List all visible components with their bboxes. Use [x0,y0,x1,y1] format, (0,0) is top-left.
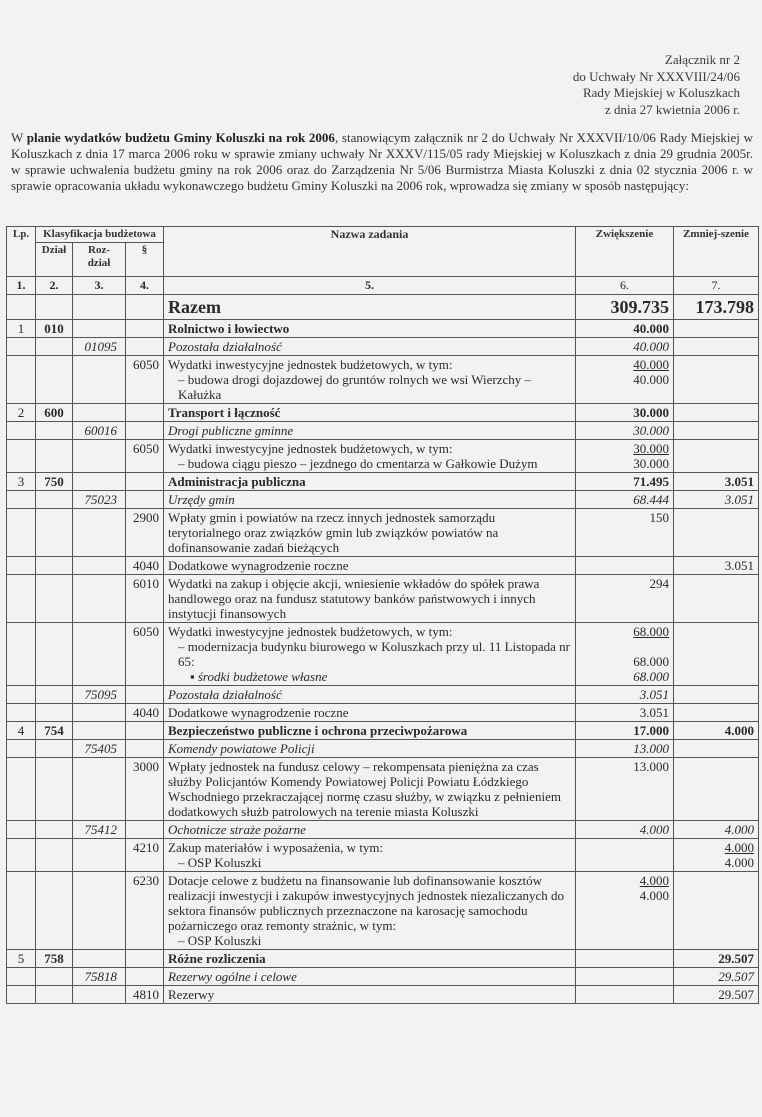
dzial-cell [36,557,73,575]
lp-cell: 4 [7,722,36,740]
task-name: Drogi publiczne gminne [168,423,294,438]
table-row-paragraf [7,704,759,722]
increase-cell-value: 40.000 [633,372,669,387]
header-rozdzial: Roz-dział [73,243,126,277]
rozdzial-cell [73,575,126,623]
paragraf-cell [126,338,164,356]
decrease-cell-value: 3.051 [724,492,754,507]
dzial-cell [36,356,73,404]
increase-cell-value: 4.000 [639,822,669,837]
lp-cell [7,968,36,986]
intro-paragraph [11,130,753,194]
lp-cell [7,557,36,575]
increase-cell-value: 294 [649,576,669,591]
task-name-cell [164,872,576,950]
increase-cell [576,704,674,722]
task-name-cell [164,722,576,740]
decrease-cell [674,740,759,758]
paragraf-cell: 6050 [126,623,164,686]
attachment-line: Załącznik nr 2 [664,52,740,67]
decrease-cell [674,473,759,491]
dzial-cell: 754 [36,722,73,740]
increase-cell [576,986,674,1004]
task-name-cell [164,440,576,473]
decrease-cell [674,950,759,968]
increase-cell [576,320,674,338]
paragraf-cell: 6050 [126,440,164,473]
table-row-dzial [7,473,759,491]
increase-cell [576,722,674,740]
task-name-cell [164,575,576,623]
dzial-cell [36,872,73,950]
paragraf-cell [126,722,164,740]
rozdzial-cell [73,557,126,575]
task-name: Dodatkowe wynagrodzenie roczne [168,705,349,720]
decrease-cell-value: 29.507 [718,969,754,984]
increase-cell-value: 3.051 [639,705,669,720]
decrease-cell [674,320,759,338]
task-name-cell [164,491,576,509]
task-subitem: – OSP Koluszki [178,933,262,948]
intro-text: , stanowiącym załącznik nr 2 do Uchwały Nr XXXVII/10/06 Rady Miejskiej w Koluszkach z dnia 17 marca 2006 roku w sprawie zmiany uchwały Nr XXXV/115/05 rady Miejskiej w Koluszkach z dnia 29 grudnia 2005r. w sprawie uchwalenia budżetu gminy na rok 2006 oraz do Zarządzenia Nr 5/06 Burmistrza Miasta Koluszki z dnia 02 stycznia 2006 r. w sprawie opracowania układu wykonawczego budżetu Gminy Koluszki na 2006 rok, wprowadza się zmiany w sposób następujący: [11,130,753,193]
increase-cell [576,839,674,872]
increase-cell [576,686,674,704]
decrease-cell [674,758,759,821]
task-name-cell [164,320,576,338]
task-name-cell [164,758,576,821]
decrease-cell [674,839,759,872]
task-subitem: – budowa drogi dojazdowej do gruntów rolnych we wsi Wierzchy – Kałużka [178,372,532,402]
table-row-dzial [7,404,759,422]
lp-cell [7,839,36,872]
task-name: Wydatki inwestycyjne jednostek budżetowych, w tym: [168,441,453,456]
dzial-cell: 600 [36,404,73,422]
intro-lead: W [11,130,27,145]
decrease-cell [674,623,759,686]
paragraf-cell [126,404,164,422]
increase-cell-value: 40.000 [633,339,669,354]
task-name: Wydatki inwestycyjne jednostek budżetowych, w tym: [168,624,453,639]
task-name: Urzędy gmin [168,492,235,507]
increase-cell [576,404,674,422]
paragraf-cell: 4040 [126,704,164,722]
decrease-cell [674,686,759,704]
decrease-cell [674,821,759,839]
increase-cell-value: 30.000 [633,441,669,456]
decrease-cell [674,356,759,404]
increase-cell [576,491,674,509]
column-number: 2. [36,277,73,295]
dzial-cell [36,704,73,722]
paragraf-cell [126,491,164,509]
decrease-cell [674,440,759,473]
decrease-cell-value: 4.000 [724,723,754,738]
paragraf-cell: 3000 [126,758,164,821]
rozdzial-cell [73,473,126,491]
task-subitem: – modernizacja budynku biurowego w Koluszkach przy ul. 11 Listopada nr 65: [178,639,570,669]
table-row-dzial [7,950,759,968]
header-nazwa: Nazwa zadania [164,227,576,277]
paragraf-cell: 4810 [126,986,164,1004]
task-name: Pozostała działalność [168,339,282,354]
increase-cell [576,509,674,557]
rozdzial-cell [73,839,126,872]
task-name-cell [164,623,576,686]
rozdzial-cell [73,356,126,404]
column-number: 5. [164,277,576,295]
increase-cell-value: 68.444 [633,492,669,507]
column-number: 6. [576,277,674,295]
task-name-cell [164,338,576,356]
task-subitem: – OSP Koluszki [178,855,262,870]
rozdzial-cell [73,404,126,422]
task-name: Pozostała działalność [168,687,282,702]
paragraf-cell [126,950,164,968]
decrease-cell [674,872,759,950]
increase-cell-value: 17.000 [633,723,669,738]
increase-cell [576,338,674,356]
task-name: Rezerwy [168,987,215,1002]
increase-cell-value: 3.051 [639,687,669,702]
dzial-cell [36,968,73,986]
table-row-paragraf [7,872,759,950]
total-row [7,295,759,320]
header-dzial: Dział [36,243,73,277]
table-row-dzial [7,722,759,740]
dzial-cell [36,740,73,758]
task-name-cell [164,950,576,968]
increase-cell [576,968,674,986]
decrease-cell-value: 4.000 [724,855,754,870]
dzial-cell [36,509,73,557]
task-name: Komendy powiatowe Policji [168,741,315,756]
task-name-cell [164,704,576,722]
decrease-cell [674,509,759,557]
rozdzial-cell [73,440,126,473]
task-name: Dodatkowe wynagrodzenie roczne [168,558,349,573]
increase-cell-value: 150 [649,510,669,525]
task-name: Rolnictwo i łowiectwo [168,321,290,336]
paragraf-cell [126,473,164,491]
header-paragraf: § [126,243,164,277]
lp-cell [7,356,36,404]
table-row-paragraf [7,986,759,1004]
dzial-cell [36,422,73,440]
task-name-cell [164,740,576,758]
task-bullet: ▪ środki budżetowe własne [190,669,328,684]
dzial-cell [36,686,73,704]
increase-cell-value: 71.495 [633,474,669,489]
lp-cell [7,575,36,623]
lp-cell [7,821,36,839]
increase-cell [576,473,674,491]
table-row-dzial [7,320,759,338]
increase-cell [576,623,674,686]
table-row-paragraf [7,623,759,686]
decrease-cell [674,704,759,722]
paragraf-cell: 6010 [126,575,164,623]
column-number: 1. [7,277,36,295]
lp-cell [7,491,36,509]
table-row-paragraf [7,509,759,557]
rozdzial-cell: 01095 [73,338,126,356]
paragraf-cell [126,968,164,986]
lp-cell [7,872,36,950]
table-row-paragraf [7,839,759,872]
increase-cell [576,440,674,473]
increase-cell-value: 40.000 [633,357,669,372]
lp-cell [7,758,36,821]
increase-cell [576,740,674,758]
rozdzial-cell [73,872,126,950]
dzial-cell [36,338,73,356]
table-row-rozdzial [7,491,759,509]
rozdzial-cell: 75405 [73,740,126,758]
increase-cell-value: 40.000 [633,321,669,336]
lp-cell [7,422,36,440]
paragraf-cell: 4040 [126,557,164,575]
task-name-cell [164,968,576,986]
task-name: Wydatki inwestycyjne jednostek budżetowych, w tym: [168,357,453,372]
table-row-rozdzial [7,968,759,986]
table-row-paragraf [7,557,759,575]
table-row-paragraf [7,440,759,473]
decrease-cell [674,575,759,623]
lp-cell [7,623,36,686]
table-row-rozdzial [7,338,759,356]
rozdzial-cell: 60016 [73,422,126,440]
rozdzial-cell: 75412 [73,821,126,839]
increase-cell [576,575,674,623]
table-row-paragraf [7,758,759,821]
increase-cell-value: 4.000 [639,888,669,903]
rozdzial-cell [73,623,126,686]
table-row-rozdzial [7,740,759,758]
task-name-cell [164,821,576,839]
rozdzial-cell [73,509,126,557]
lp-cell: 5 [7,950,36,968]
decrease-cell-value: 4.000 [724,822,754,837]
task-name: Wpłaty gmin i powiatów na rzecz innych jednostek samorządu terytorialnego oraz związków gmin lub związków powiatów na dofinansowanie zadań bieżących [168,510,499,555]
dzial-cell: 758 [36,950,73,968]
lp-cell [7,986,36,1004]
task-name-cell [164,473,576,491]
task-name: Rezerwy ogólne i celowe [168,969,297,984]
decrease-cell-value: 4.000 [724,840,754,855]
header-klasyfikacja: Klasyfikacja budżetowa [36,227,164,243]
task-name: Różne rozliczenia [168,951,266,966]
attachment-line: do Uchwały Nr XXXVIII/24/06 [572,68,740,84]
attachment-header [573,52,740,118]
increase-cell-value: 68.000 [633,624,669,639]
increase-cell [576,872,674,950]
table-row-paragraf [7,575,759,623]
task-name: Dotacje celowe z budżetu na finansowanie lub dofinansowanie kosztów realizacji inwestycji i zakupów inwestycyjnych jednostek niezaliczanych do sektora finansów publicznych przeznaczone na karosację samochodu pożarniczego oraz remonty strażnic, w tym: [168,873,564,933]
task-name: Administracja publiczna [168,474,306,489]
increase-cell [576,422,674,440]
task-name: Wpłaty jednostek na fundusz celowy – rekompensata pieniężna za czas służby Policjantów Komendy Powiatowej Policji Powiatu Łódzkiego Wschodniego przekraczającej normę czasu służby, w związku z pełnieniem dodatkowych służb patrolowych na terenie miasta Koluszki [168,759,561,819]
rozdzial-cell: 75023 [73,491,126,509]
decrease-cell-value: 3.051 [724,558,754,573]
rozdzial-cell: 75095 [73,686,126,704]
task-name-cell [164,509,576,557]
column-number: 4. [126,277,164,295]
column-number-row [7,277,759,295]
task-name: Zakup materiałów i wyposażenia, w tym: [168,840,384,855]
dzial-cell [36,986,73,1004]
increase-cell [576,758,674,821]
dzial-cell: 750 [36,473,73,491]
decrease-cell [674,404,759,422]
paragraf-cell: 4210 [126,839,164,872]
decrease-cell [674,491,759,509]
task-name-cell [164,356,576,404]
table-row-paragraf [7,356,759,404]
rozdzial-cell [73,986,126,1004]
rozdzial-cell [73,758,126,821]
task-name: Bezpieczeństwo publiczne i ochrona przeciwpożarowa [168,723,468,738]
decrease-cell [674,722,759,740]
task-name-cell [164,557,576,575]
lp-cell [7,509,36,557]
increase-cell-value: 30.000 [633,405,669,420]
task-name-cell [164,686,576,704]
total-label: Razem [164,295,576,320]
intro-bold: planie wydatków budżetu Gminy Koluszki na rok 2006 [26,130,335,145]
increase-cell-value: 4.000 [639,873,669,888]
column-number: 3. [73,277,126,295]
increase-cell-value: 13.000 [633,741,669,756]
dzial-cell [36,440,73,473]
increase-cell [576,950,674,968]
dzial-cell [36,758,73,821]
header-zwiekszenie: Zwiększenie [576,227,674,277]
lp-cell: 2 [7,404,36,422]
rozdzial-cell [73,704,126,722]
total-decrease: 173.798 [674,295,759,320]
table-row-rozdzial [7,422,759,440]
dzial-cell: 010 [36,320,73,338]
paragraf-cell [126,686,164,704]
paragraf-cell [126,320,164,338]
decrease-cell-value: 29.507 [718,951,754,966]
task-name-cell [164,839,576,872]
increase-cell-value: 13.000 [633,759,669,774]
task-name: Ochotnicze straże pożarne [168,822,306,837]
lp-cell: 3 [7,473,36,491]
paragraf-cell [126,821,164,839]
header-row [7,227,759,243]
rozdzial-cell [73,722,126,740]
attachment-line: Rady Miejskiej w Koluszkach [582,85,740,100]
paragraf-cell: 6050 [126,356,164,404]
table-row-rozdzial [7,821,759,839]
decrease-cell-value: 3.051 [724,474,754,489]
task-name-cell [164,422,576,440]
rozdzial-cell [73,320,126,338]
decrease-cell [674,557,759,575]
task-name: Transport i łączność [168,405,281,420]
decrease-cell [674,968,759,986]
dzial-cell [36,821,73,839]
increase-cell [576,356,674,404]
dzial-cell [36,575,73,623]
task-subitem: – budowa ciągu pieszo – jezdnego do cmentarza w Gałkowie Dużym [178,456,538,471]
paragraf-cell [126,740,164,758]
dzial-cell [36,491,73,509]
budget-table [6,226,759,1004]
table-row-rozdzial [7,686,759,704]
task-name-cell [164,404,576,422]
column-number: 7. [674,277,759,295]
rozdzial-cell: 75818 [73,968,126,986]
lp-cell [7,338,36,356]
decrease-cell [674,338,759,356]
decrease-cell [674,422,759,440]
increase-cell-value: 68.000 [633,669,669,684]
paragraf-cell: 2900 [126,509,164,557]
increase-cell [576,821,674,839]
dzial-cell [36,623,73,686]
lp-cell [7,440,36,473]
lp-cell [7,740,36,758]
task-name-cell [164,986,576,1004]
lp-cell: 1 [7,320,36,338]
increase-cell-value: 30.000 [633,423,669,438]
increase-cell [576,557,674,575]
paragraf-cell [126,422,164,440]
decrease-cell-value: 29.507 [718,987,754,1002]
task-name: Wydatki na zakup i objęcie akcji, wniesienie wkładów do spółek prawa handlowego oraz na fundusz statutowy banków państwowych i innych instytucji finansowych [168,576,540,621]
header-lp: Lp. [7,227,36,277]
paragraf-cell: 6230 [126,872,164,950]
attachment-line: z dnia 27 kwietnia 2006 r. [604,101,740,117]
increase-cell-value: 68.000 [633,654,669,669]
increase-cell-value: 30.000 [633,456,669,471]
total-increase: 309.735 [576,295,674,320]
dzial-cell [36,839,73,872]
lp-cell [7,686,36,704]
rozdzial-cell [73,950,126,968]
header-zmniejszenie: Zmniej-szenie [674,227,759,277]
lp-cell [7,704,36,722]
decrease-cell [674,986,759,1004]
